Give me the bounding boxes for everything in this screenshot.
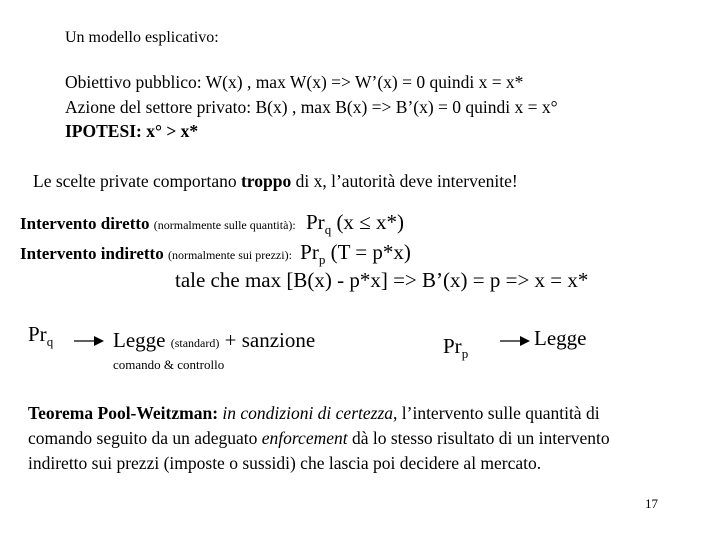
teorema-title: Teorema Pool-Weitzman:: [28, 403, 219, 423]
intervento-indiretto-line: [20, 240, 411, 265]
arrow-right-icon: [500, 334, 530, 348]
scelte-bold: troppo: [240, 171, 292, 191]
teorema-italic-2: enforcement: [261, 428, 348, 448]
scheme-standard: (standard): [170, 336, 220, 350]
indiretto-note: (normalmente sui prezzi):: [167, 248, 292, 262]
scheme-legge: Legge: [113, 328, 166, 352]
ipotesi-text: IPOTESI: x° > x*: [65, 121, 199, 141]
slide-heading: Un modello esplicativo:: [65, 29, 219, 46]
teorema-line-3: indiretto sui prezzi (imposte o sussidi) che lascia poi decidere al mercato.: [28, 453, 542, 473]
teorema-text-3: dà lo stesso risultato di un intervento: [347, 428, 610, 448]
teorema-text-2: comando seguito da un adeguato: [28, 428, 262, 448]
azione-line: Azione del settore privato: B(x) , max B(x) => B’(x) = 0 quindi x = x°: [65, 97, 558, 117]
scheme-sanzione: + sanzione: [224, 328, 316, 352]
teorema-line-1: [28, 403, 600, 424]
teorema-text-1: , l’intervento sulle quantità di: [393, 403, 600, 423]
obiettivo-line: Obiettivo pubblico: W(x) , max W(x) => W’(x) = 0 quindi x = x*: [65, 72, 524, 92]
intervento-diretto-line: [20, 210, 404, 235]
teorema-italic-1: in condizioni di certezza: [222, 403, 394, 423]
scheme-legge2: Legge: [534, 326, 587, 350]
teorema-line-2: [28, 428, 610, 449]
diretto-formula: $Pr_q$ (x ≤ x*): [306, 210, 404, 237]
diretto-note: (normalmente sulle quantità):: [153, 218, 296, 232]
scelte-line: [33, 171, 518, 192]
tale-che-line: tale che max [B(x) - p*x] => B’(x) = p => x = x*: [175, 268, 589, 292]
diretto-label: Intervento diretto: [20, 214, 150, 233]
scelte-post: di x, l’autorità deve intervenite!: [291, 171, 518, 191]
scheme-legge-line: [113, 328, 315, 353]
scheme-comando: comando & controllo: [113, 357, 225, 372]
page-number: 17: [645, 496, 658, 511]
scelte-pre: Le scelte private comportano: [33, 171, 241, 191]
indiretto-formula: $Pr_p$ (T = p*x): [300, 240, 411, 267]
scheme-prp: $Pr_p$: [443, 334, 469, 361]
ipotesi-line: [65, 121, 198, 142]
arrow-right-icon: [74, 334, 104, 348]
scheme-prq: $Pr_q$: [28, 322, 54, 349]
indiretto-label: Intervento indiretto: [20, 244, 164, 263]
